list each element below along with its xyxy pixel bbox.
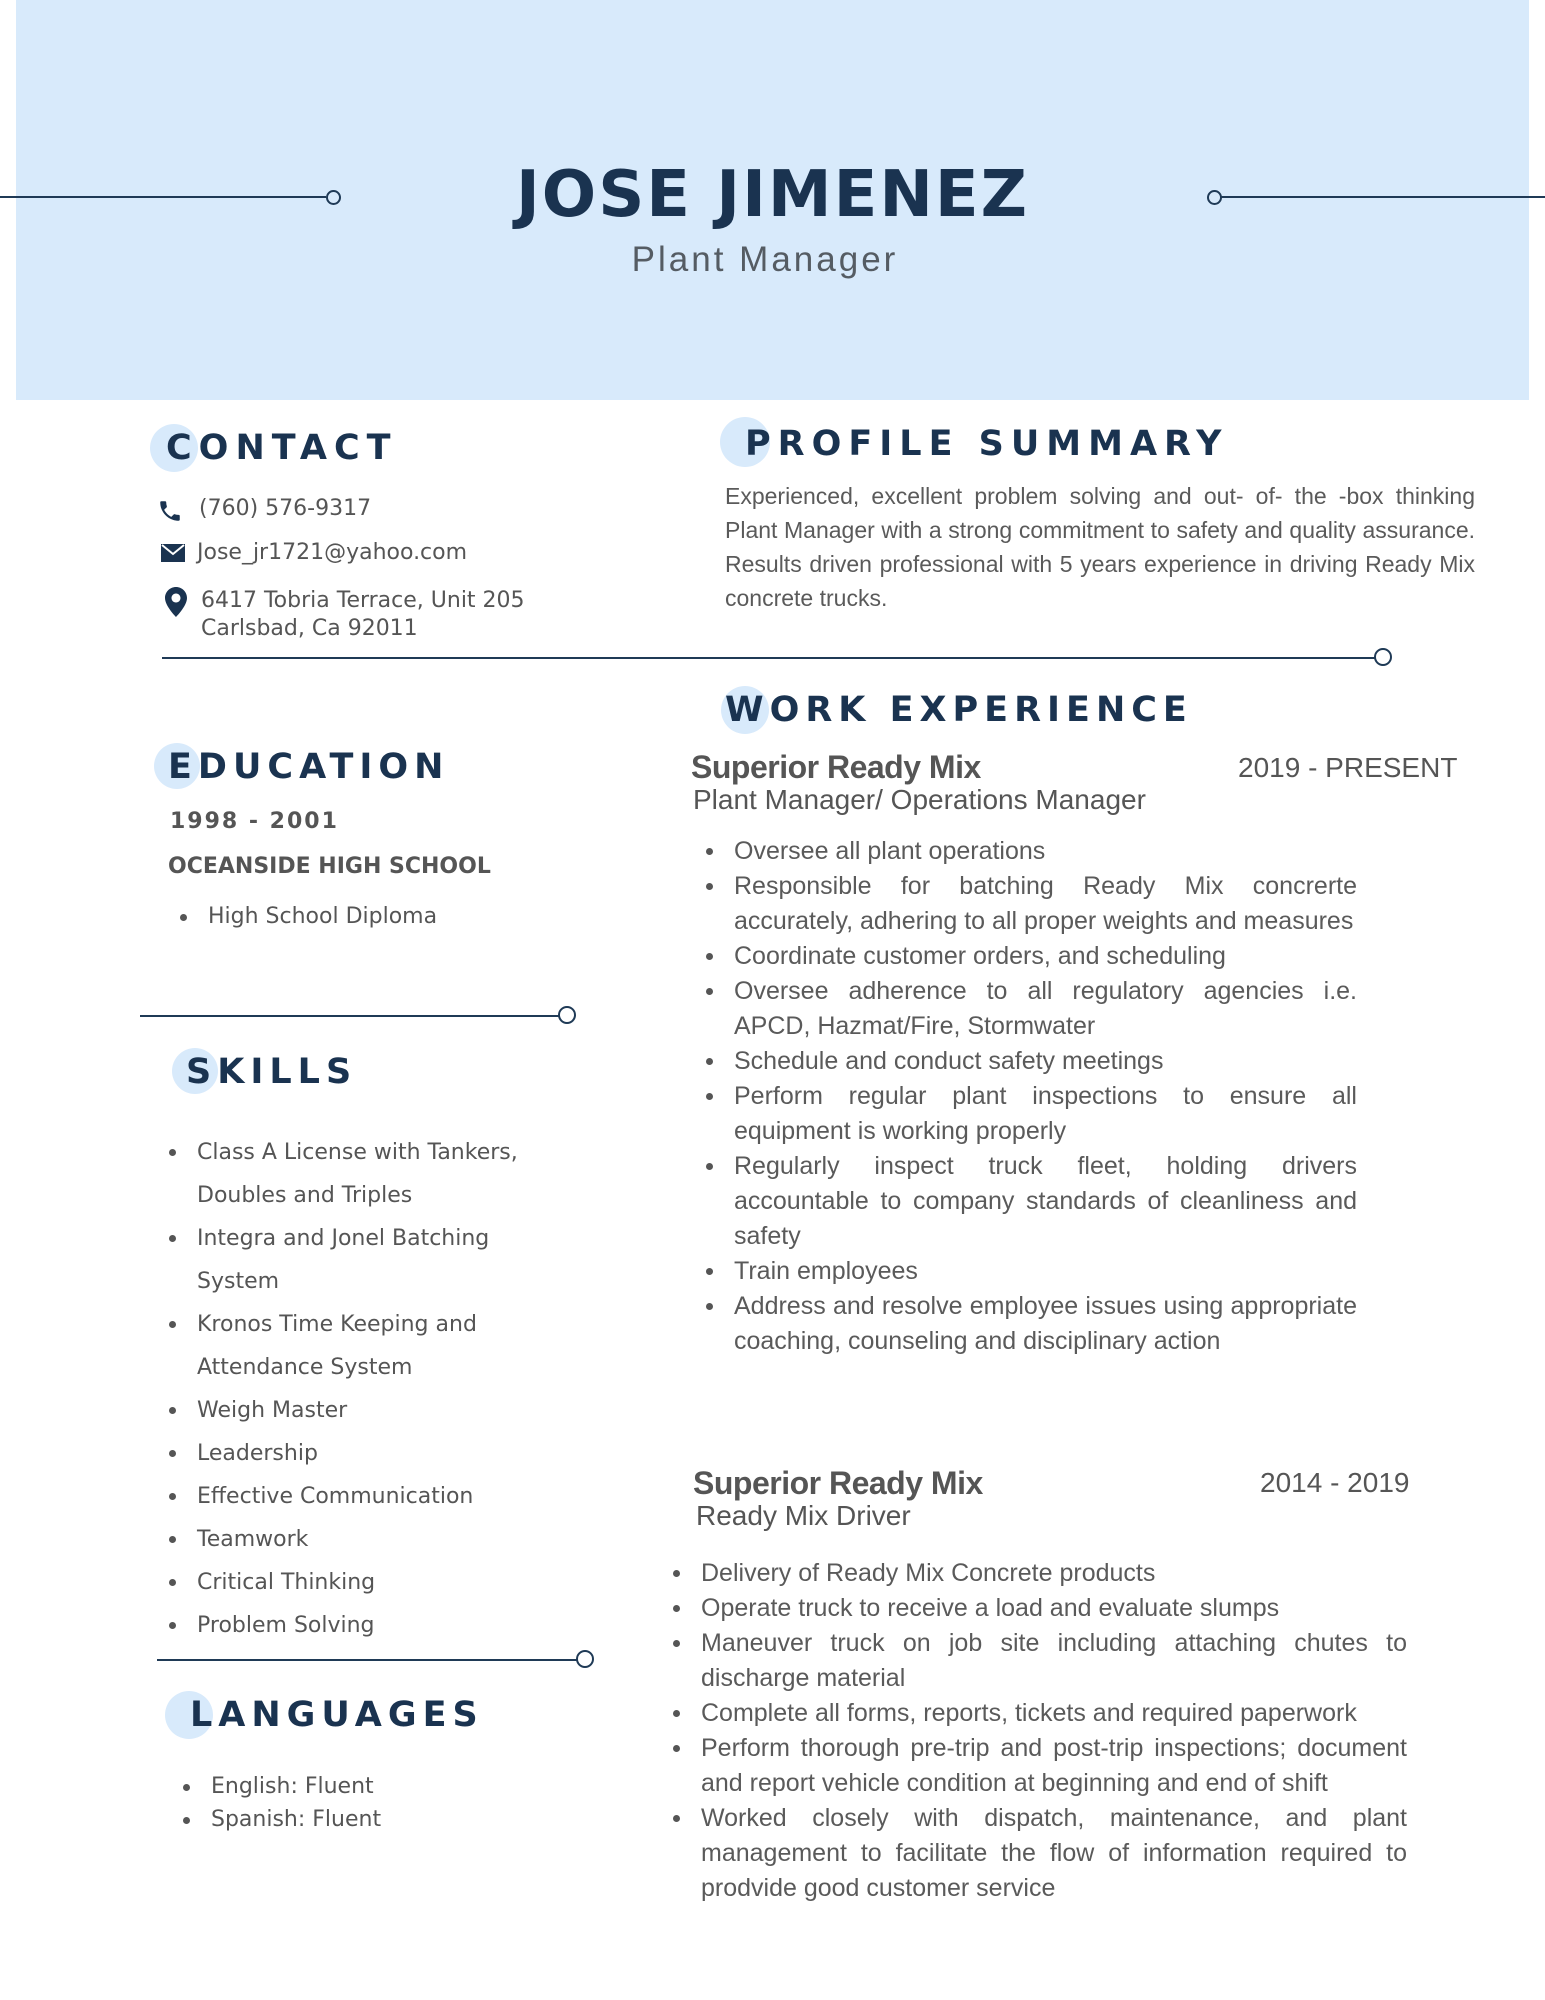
job-bullet: Regularly inspect truck fleet, holding drivers accountable to company standards of cleanliness and safety [692, 1149, 1357, 1254]
phone-icon [157, 498, 183, 524]
job-bullet: Maneuver truck on job site including attaching chutes to discharge material [659, 1626, 1407, 1696]
job-responsibilities-list [659, 1556, 1407, 1906]
job-bullet: Perform regular plant inspections to ensure all equipment is working properly [692, 1079, 1357, 1149]
skill-item: Class A License with Tankers, Doubles and Triples [155, 1131, 575, 1217]
job-bullet: Oversee adherence to all regulatory agencies i.e. APCD, Hazmat/Fire, Stormwater [692, 974, 1357, 1044]
skill-item: Problem Solving [155, 1604, 575, 1647]
job-bullet: Train employees [692, 1254, 1357, 1289]
job-bullet: Delivery of Ready Mix Concrete products [659, 1556, 1407, 1591]
education-list [166, 900, 586, 933]
job-company: Superior Ready Mix [691, 749, 981, 785]
contact-heading: CONTACT [166, 428, 398, 468]
candidate-name: JOSE JIMENEZ [515, 158, 1030, 232]
job-bullet: Operate truck to receive a load and evaluate slumps [659, 1591, 1407, 1626]
education-heading: EDUCATION [168, 747, 450, 787]
contact-email[interactable]: Jose_jr1721@yahoo.com [197, 540, 468, 565]
education-item: High School Diploma [166, 900, 586, 933]
skills-list [155, 1131, 575, 1647]
candidate-title: Plant Manager [631, 240, 899, 279]
job-bullet: Perform thorough pre-trip and post-trip inspections; document and report vehicle condition at beginning and end of shift [659, 1731, 1407, 1801]
skill-item: Effective Communication [155, 1475, 575, 1518]
language-item: English: Fluent [169, 1770, 569, 1803]
envelope-icon [161, 544, 185, 562]
profile-summary-text: Experienced, excellent problem solving and out- of- the -box thinking Plant Manager with a strong commitment to safety and quality assurance. Results driven professional with 5 years experience in driving Ready Mix concrete trucks. [725, 483, 1475, 611]
skill-item: Kronos Time Keeping and Attendance System [155, 1303, 575, 1389]
contact-address-line2: Carlsbad, Ca 92011 [201, 616, 418, 641]
skills-divider-dot [558, 1006, 576, 1024]
job-role: Ready Mix Driver [696, 1500, 911, 1531]
job-bullet: Coordinate customer orders, and scheduling [692, 939, 1357, 974]
languages-divider-dot [576, 1650, 594, 1668]
job-bullet: Oversee all plant operations [692, 834, 1357, 869]
skill-item: Critical Thinking [155, 1561, 575, 1604]
skill-item: Weigh Master [155, 1389, 575, 1432]
skills-heading: SKILLS [186, 1052, 358, 1092]
languages-heading: LANGUAGES [190, 1695, 484, 1735]
job-role: Plant Manager/ Operations Manager [693, 784, 1146, 815]
job-dates: 2019 - PRESENT [1238, 752, 1458, 783]
languages-divider-line [157, 1659, 577, 1661]
job-bullet: Schedule and conduct safety meetings [692, 1044, 1357, 1079]
education-years: 1998 - 2001 [170, 809, 339, 834]
job-dates: 2014 - 2019 [1260, 1467, 1410, 1498]
job-bullet: Responsible for batching Ready Mix concrerte accurately, adhering to all proper weights and measures [692, 869, 1357, 939]
skills-divider-line [140, 1015, 560, 1017]
main-divider-dot [1374, 648, 1392, 666]
job-bullet: Worked closely with dispatch, maintenance, and plant management to facilitate the flow of information required to prodvide good customer service [659, 1801, 1407, 1906]
job-bullet: Complete all forms, reports, tickets and required paperwork [659, 1696, 1407, 1731]
education-school: OCEANSIDE HIGH SCHOOL [168, 854, 491, 879]
work-heading: WORK EXPERIENCE [725, 690, 1193, 730]
skill-item: Teamwork [155, 1518, 575, 1561]
location-pin-icon [165, 587, 187, 617]
contact-phone: (760) 576-9317 [199, 496, 372, 521]
languages-list [169, 1770, 569, 1836]
job-company: Superior Ready Mix [693, 1465, 983, 1501]
contact-address-line1: 6417 Tobria Terrace, Unit 205 [201, 588, 525, 613]
language-item: Spanish: Fluent [169, 1803, 569, 1836]
job-responsibilities-list [692, 834, 1357, 1359]
skill-item: Integra and Jonel Batching System [155, 1217, 575, 1303]
skill-item: Leadership [155, 1432, 575, 1475]
profile-heading: PROFILE SUMMARY [745, 424, 1229, 464]
main-divider-line [162, 657, 1379, 659]
job-bullet: Address and resolve employee issues using appropriate coaching, counseling and disciplinary action [692, 1289, 1357, 1359]
